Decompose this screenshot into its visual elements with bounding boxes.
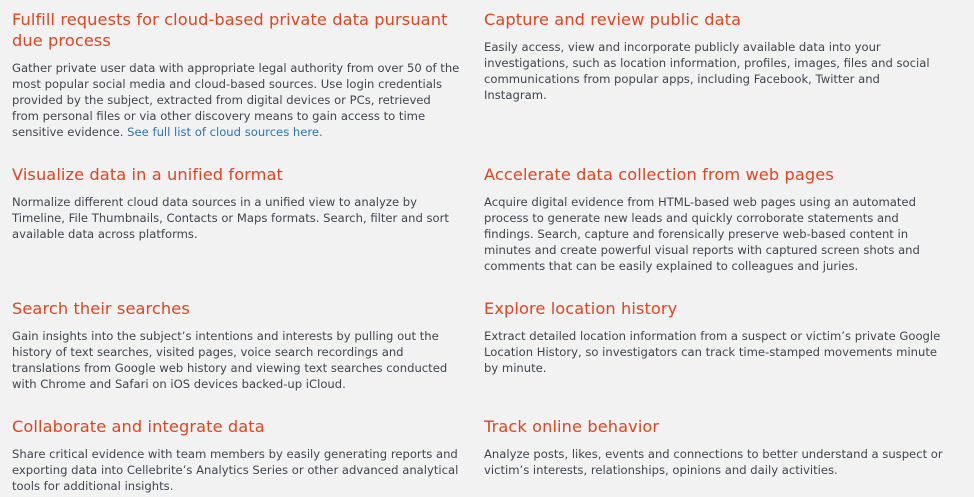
feature-description: [12, 60, 460, 140]
feature-capture-public-data: [484, 9, 944, 103]
feature-description: Extract detailed location information from a suspect or victim’s private Google Location History, so investigators can track time-stamped movements minute by minute.: [484, 329, 941, 375]
feature-description: Analyze posts, likes, events and connections to better understand a suspect or victim’s interests, relationships, opinions and daily activities.: [484, 447, 943, 477]
feature-title: Capture and review public data: [484, 10, 742, 29]
feature-description: Gain insights into the subject’s intentions and interests by pulling out the history of text searches, visited pages, voice search recordings and translations from Google web history and viewing text searches conducted with Chrome and Safari on iOS devices backed-up iCloud.: [12, 329, 448, 391]
feature-description-text: Gather private user data with appropriate legal authority from over 50 of the most popular social media and cloud-based sources. Use login credentials provided by the subject, extracted from digital devices or PCs, retrieved from personal files or via other discovery means to gain access to time sensitive evidence.: [12, 61, 460, 139]
feature-location-history: [484, 298, 944, 376]
cloud-sources-link[interactable]: See full list of cloud sources here.: [127, 125, 323, 139]
feature-description: Easily access, view and incorporate publicly available data into your investigations, such as location information, profiles, images, files and social communications from popular apps, including Facebook, Twitter and Instagram.: [484, 40, 930, 102]
feature-visualize-data: [12, 164, 460, 242]
feature-title: Track online behavior: [484, 417, 660, 436]
feature-title: Fulfill requests for cloud-based private data pursuant due process: [12, 10, 448, 50]
feature-title: Explore location history: [484, 299, 678, 318]
feature-title: Collaborate and integrate data: [12, 417, 265, 436]
feature-title: Accelerate data collection from web pages: [484, 165, 834, 184]
feature-title: Search their searches: [12, 299, 190, 318]
feature-track-behavior: [484, 416, 944, 478]
feature-fulfill-requests: [12, 9, 460, 140]
feature-description: Normalize different cloud data sources in a unified view to analyze by Timeline, File Thumbnails, Contacts or Maps formats. Search, filter and sort available data across platforms.: [12, 195, 449, 241]
feature-search-searches: [12, 298, 460, 392]
feature-collaborate-integrate: [12, 416, 460, 494]
feature-title: Visualize data in a unified format: [12, 165, 283, 184]
feature-accelerate-collection: [484, 164, 944, 274]
feature-description: Share critical evidence with team members by easily generating reports and exporting data into Cellebrite’s Analytics Series or other advanced analytical tools for additional insights.: [12, 447, 459, 493]
feature-description: Acquire digital evidence from HTML-based web pages using an automated process to generate new leads and quickly corroborate statements and findings. Search, capture and forensically preserve web-based content in minutes and create powerful visual reports with captured screen shots and comments that can be easily explained to colleagues and juries.: [484, 195, 920, 273]
